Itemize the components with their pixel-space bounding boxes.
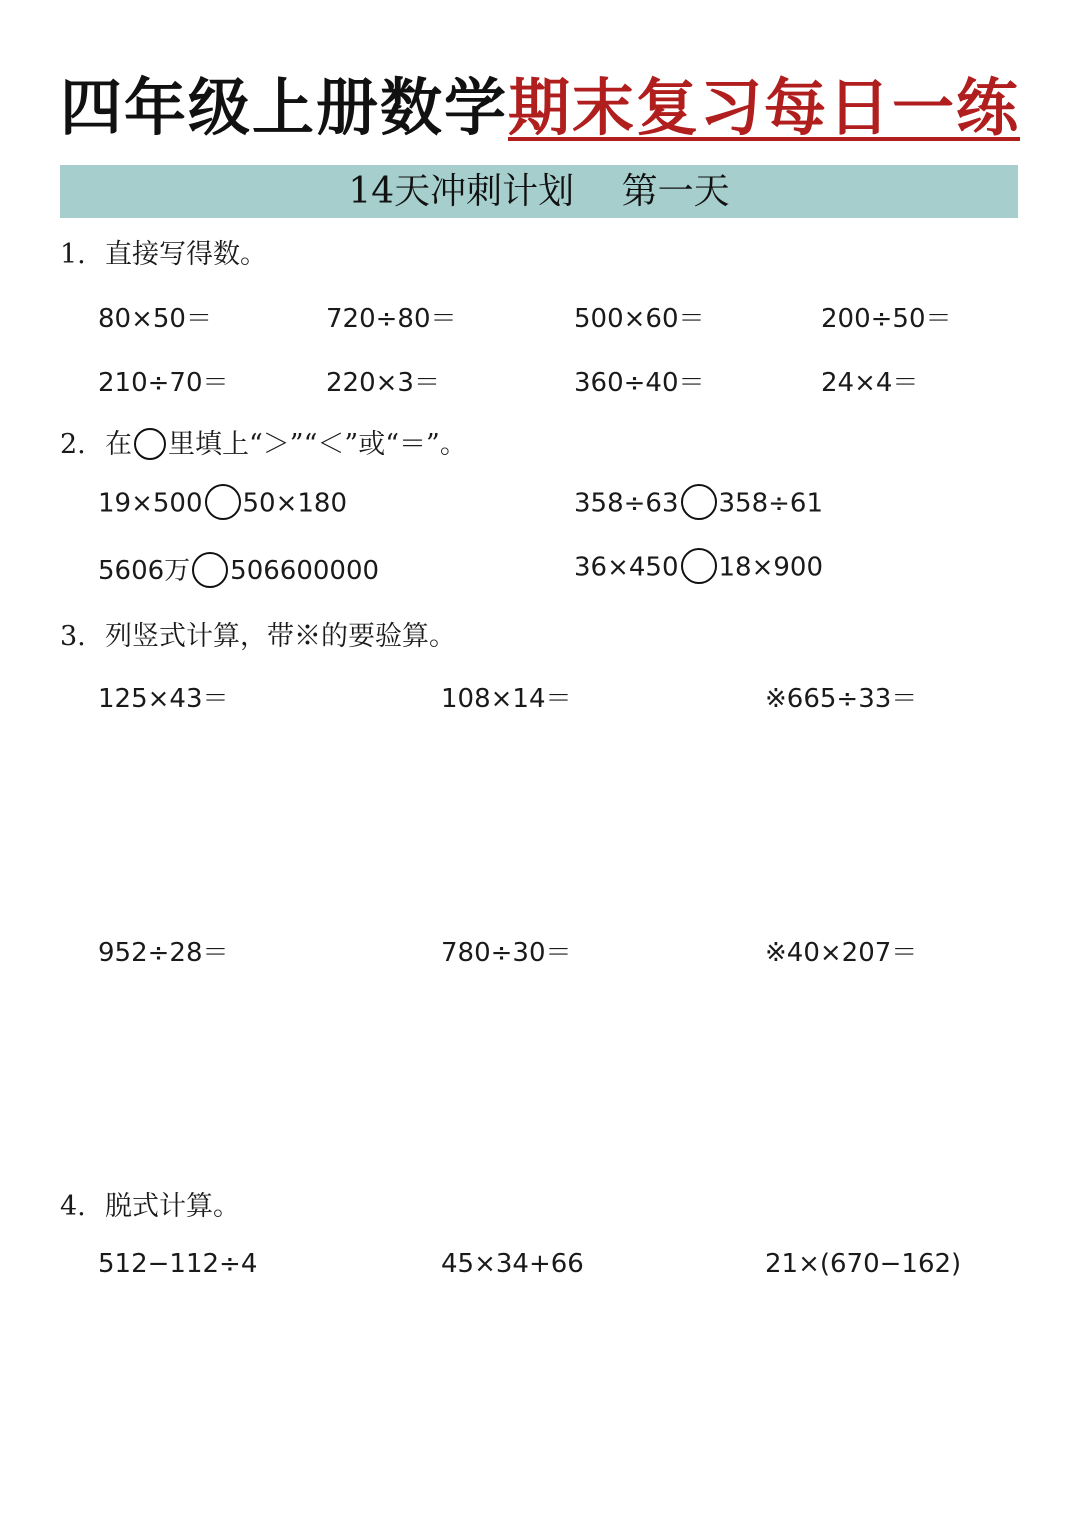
vertical-calc-item: ※40×207＝ [765,938,918,968]
stepwise-calc-item: 21×(670−162) [765,1249,962,1279]
question-text: 列竖式计算，带※的要验算。 [105,621,456,652]
page-title [0,58,1080,148]
compare-left: 5606万 [98,556,191,586]
oral-item: 80×50＝ [98,304,212,334]
compare-right: 50×180 [242,488,347,519]
compare-item [98,486,347,522]
compare-left: 36×450 [574,552,679,583]
question-number: 3. [60,621,86,652]
question-3-title [60,614,456,653]
stepwise-calc-item: 45×34+66 [441,1249,584,1279]
vertical-calc-item: 780÷30＝ [441,938,572,968]
question-2-title [60,422,467,462]
question-text-after: 里填上“＞”“＜”或“＝”。 [168,429,467,460]
compare-right: 358÷61 [718,488,823,519]
question-1-title [60,232,267,271]
oral-item: 220×3＝ [326,368,440,398]
question-text-before: 在 [105,429,132,460]
compare-item [98,550,379,590]
compare-item [574,486,823,522]
question-4-title [60,1184,240,1223]
oral-item: 360÷40＝ [574,368,705,398]
answer-circle[interactable] [681,548,717,584]
oral-item: 720÷80＝ [326,304,457,334]
title-red-part [508,71,1020,144]
oral-item: 210÷70＝ [98,368,229,398]
question-number: 1. [60,239,86,270]
oral-item: 24×4＝ [821,368,919,398]
question-number: 4. [60,1191,86,1222]
answer-circle[interactable] [205,484,241,520]
circle-icon [134,428,166,460]
plan-banner: 14天冲刺计划 第一天 [60,165,1018,218]
compare-item [574,550,823,586]
title-red-text: 期末复习每日一练 [508,71,1021,144]
question-text: 直接写得数。 [105,239,267,270]
title-black-part: 四年级上册数学 [59,71,508,144]
vertical-calc-item: 108×14＝ [441,684,572,714]
oral-item: 500×60＝ [574,304,705,334]
stepwise-calc-item: 512−112÷4 [98,1249,258,1279]
question-text: 脱式计算。 [105,1191,240,1222]
compare-left: 358÷63 [574,488,679,519]
answer-circle[interactable] [681,484,717,520]
compare-left: 19×500 [98,488,203,519]
vertical-calc-item: 125×43＝ [98,684,229,714]
oral-item: 200÷50＝ [821,304,952,334]
answer-circle[interactable] [192,552,228,588]
question-number: 2. [60,429,86,460]
vertical-calc-item: 952÷28＝ [98,938,229,968]
compare-right: 18×900 [718,552,823,583]
vertical-calc-item: ※665÷33＝ [765,684,918,714]
compare-right: 506600000 [230,556,380,586]
